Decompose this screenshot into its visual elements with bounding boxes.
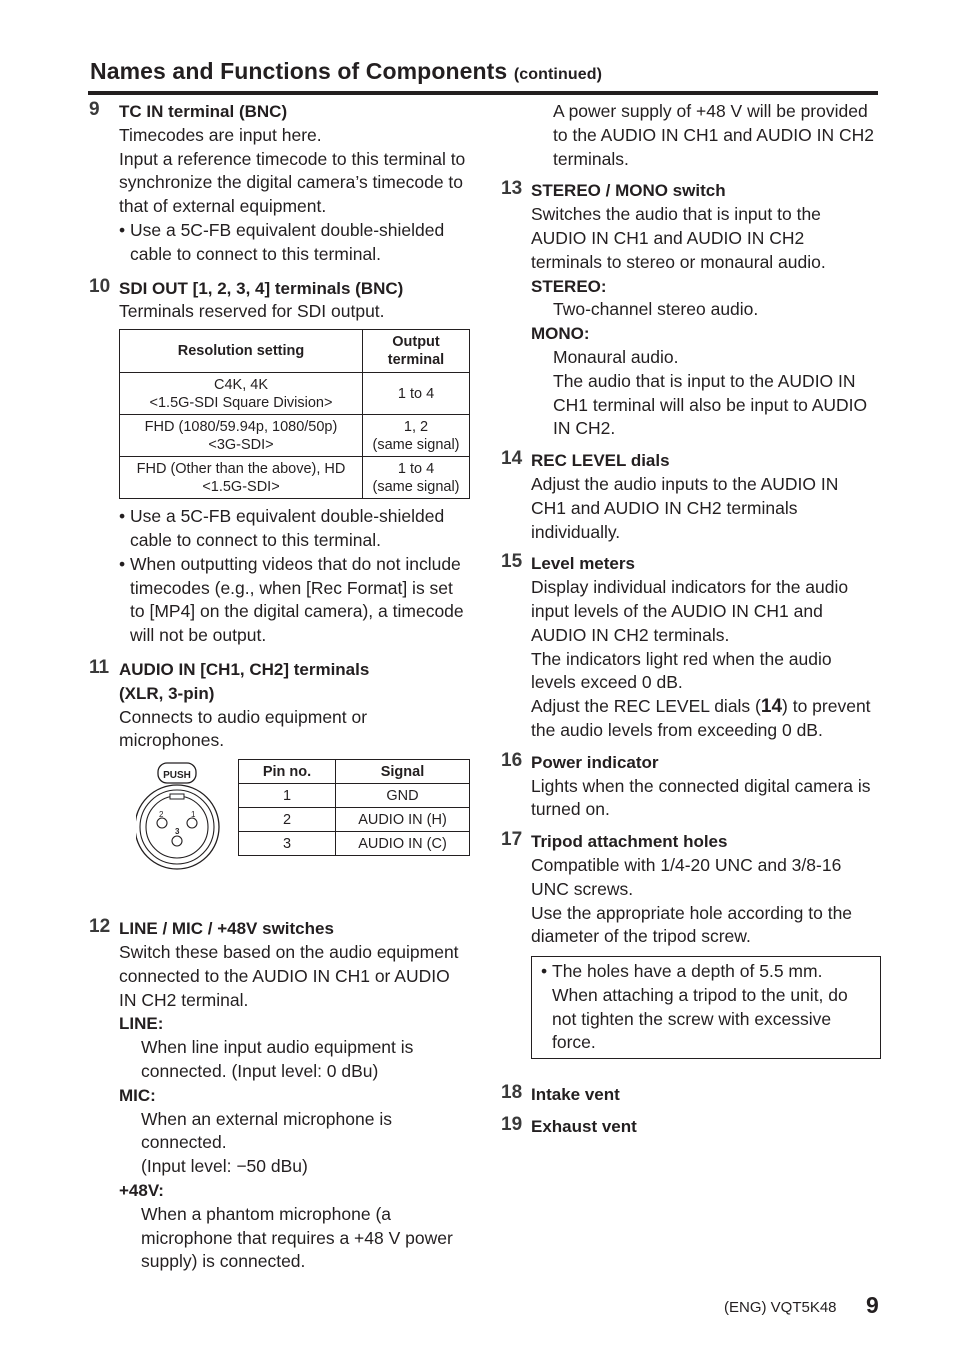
cell-line: C4K, 4K [214,376,268,393]
title-rule [88,91,878,95]
item-text: Adjust the audio inputs to the AUDIO IN CH1 and AUDIO IN CH2 terminals individually. [531,473,839,542]
table-row [239,832,470,856]
item-13 [500,179,878,441]
item-16 [500,751,878,822]
table-header-row [120,330,470,373]
right-column [500,100,878,1139]
item-text: Lights when the connected digital camera is turned on. [531,775,871,820]
ref-text: ) to prevent the audio levels from exceeding 0 dB. [531,696,871,740]
item-title: SDI OUT [1, 2, 3, 4] terminals (BNC) [119,278,404,298]
item-text: The indicators light red when the audio levels exceed 0 dB. [531,648,832,693]
item-title: STEREO / MONO switch [531,181,726,201]
resolution-table [119,329,470,499]
option-label: MONO: [531,324,590,344]
item-title: Power indicator [531,752,659,772]
table-row [120,415,470,457]
table-cell [120,415,363,457]
pin-hole [187,818,197,828]
item-title: Tripod attachment holes [531,832,728,852]
item-number: 10 [89,275,111,297]
xlr-key-slot [170,794,184,799]
option-text: The audio that is input to the AUDIO IN CH1 terminal will also be input to AUDIO IN CH2. [553,370,868,439]
table-header: Pin no. [239,760,336,784]
item-number: 19 [501,1114,523,1136]
item-number: 11 [89,656,110,678]
table-row [120,373,470,415]
cell-line: <1.5G-SDI> [202,478,280,495]
option-text: A power supply of +48 V will be provided to the AUDIO IN CH1 and AUDIO IN CH2 terminals. [553,101,874,169]
table-cell: AUDIO IN (C) [336,832,470,856]
page-number: 9 [866,1292,879,1318]
cell-line: <3G-SDI> [208,436,274,453]
item-title: Level meters [531,554,635,574]
item-title: REC LEVEL dials [531,451,670,471]
item-number: 9 [89,99,100,120]
table-header [363,330,470,373]
item-11 [88,658,472,879]
bullet-note: • Use a 5C-FB equivalent double-shielded cable to connect to this terminal. [119,219,472,267]
pin-label: 3 [175,827,180,837]
item-12 [88,917,472,1274]
table-cell: 1 [239,784,336,808]
option-text: When an external microphone is connected. [141,1108,392,1153]
item-text: Terminals reserved for SDI output. [119,301,385,322]
table-cell [363,373,470,415]
cell-line: 1 to 4 [397,460,435,477]
table-row [239,784,470,808]
item-title: Intake vent [531,1085,620,1105]
item-number: 15 [501,551,523,573]
item-title: Exhaust vent [531,1117,637,1137]
item-15 [500,552,878,742]
table-row [120,457,470,499]
item-12-continued [500,100,878,171]
page-title-text: Names and Functions of Components [90,58,508,84]
table-cell: GND [336,784,470,808]
option-text: When line input audio equipment is connected. (Input level: 0 dBu) [141,1037,414,1081]
option-text: When a phantom microphone (a microphone that requires a +48 V power supply) is connected. [141,1203,453,1272]
push-label: PUSH [163,770,191,782]
ref-text: Adjust the REC LEVEL dials ( [531,696,761,717]
continued-label: (continued) [513,66,603,83]
ref-number: 14 [760,696,783,718]
pin-hole [157,818,167,828]
item-title: LINE / MIC / +48V switches [119,919,334,939]
table-header: Resolution setting [120,330,363,373]
item-number: 12 [89,916,111,938]
item-text: Use the appropriate hole according to the diameter of the tripod screw. [531,902,853,947]
table-cell: AUDIO IN (H) [336,808,470,832]
cell-line: FHD (1080/59.94p, 1080/50p) [144,418,338,435]
pin-label: 1 [191,810,196,820]
bullet-note: • When outputting videos that do not include timecodes (e.g., when [Rec Format] is set to [MP4] on the digital camera), a timecode will not be output. [119,553,472,648]
page-title [90,58,602,85]
left-column [88,100,472,1274]
item-17 [500,830,878,1059]
item-number: 16 [501,749,523,771]
bullet-note: • Use a 5C-FB equivalent double-shielded cable to connect to this terminal. [119,505,472,553]
item-18 [500,1083,878,1107]
item-number: 17 [501,829,523,851]
item-text: Display individual indicators for the audio input levels of the AUDIO IN CH1 and AUDIO IN CH2 terminals. [531,577,849,645]
item-text: Timecodes are input here. [119,124,322,145]
table-cell: 3 [239,832,336,856]
table-cell [363,415,470,457]
option-label: LINE: [119,1014,164,1034]
cell-line: (same signal) [372,436,460,453]
cell-line: 1, 2 [403,418,429,435]
table-cell [120,457,363,499]
item-text: Switch these based on the audio equipment connected to the AUDIO IN CH1 or AUDIO IN CH2 terminal. [119,941,459,1010]
option-text: (Input level: −50 dBu) [141,1156,308,1177]
option-text: Monaural audio. [553,346,679,367]
item-text: Input a reference timecode to this terminal to synchronize the digital camera’s timecode to that of external equipment. [119,148,466,217]
option-label: STEREO: [531,276,607,296]
cell-line: (same signal) [372,478,460,495]
item-title: TC IN terminal (BNC) [119,102,288,121]
document-code: (ENG) VQT5K48 [724,1299,837,1316]
table-cell: 2 [239,808,336,832]
item-text: Compatible with 1/4-20 UNC and 3/8-16 UNC screws. [531,854,842,899]
bullet-note: • The holes have a depth of 5.5 mm. When attaching a tripod to the unit, do not tighten the screw with excessive force. [541,960,870,1055]
table-cell [120,373,363,415]
xlr-figure-row [119,759,472,879]
option-label: +48V: [119,1180,164,1200]
cell-line: 1 to 4 [397,385,435,402]
table-cell [363,457,470,499]
option-text: Two-channel stereo audio. [553,299,759,320]
option-label: MIC: [119,1085,156,1105]
pin-label: 2 [159,810,164,820]
item-10 [88,277,472,648]
item-text: Connects to audio equipment or microphones. [119,706,368,751]
cell-line: <1.5G-SDI Square Division> [149,394,333,411]
cell-line: FHD (Other than the above), HD [136,460,346,477]
item-text: Switches the audio that is input to the AUDIO IN CH1 and AUDIO IN CH2 terminals to stereo or monaural audio. [531,204,826,272]
xlr-connector-illustration [136,759,226,873]
item-19 [500,1115,878,1139]
table-header-text: Output terminal [387,334,445,369]
pin-table [238,759,470,856]
table-header-row [239,760,470,784]
item-number: 13 [501,178,523,200]
table-header: Signal [336,760,470,784]
item-text [531,695,878,743]
pin-hole [172,836,182,846]
item-number: 18 [501,1082,523,1104]
item-14 [500,449,878,544]
item-title: (XLR, 3-pin) [119,683,215,703]
item-number: 14 [501,448,523,470]
item-title: AUDIO IN [CH1, CH2] terminals [119,659,370,679]
item-9 [88,100,472,267]
note-box [531,956,881,1059]
table-row [239,808,470,832]
